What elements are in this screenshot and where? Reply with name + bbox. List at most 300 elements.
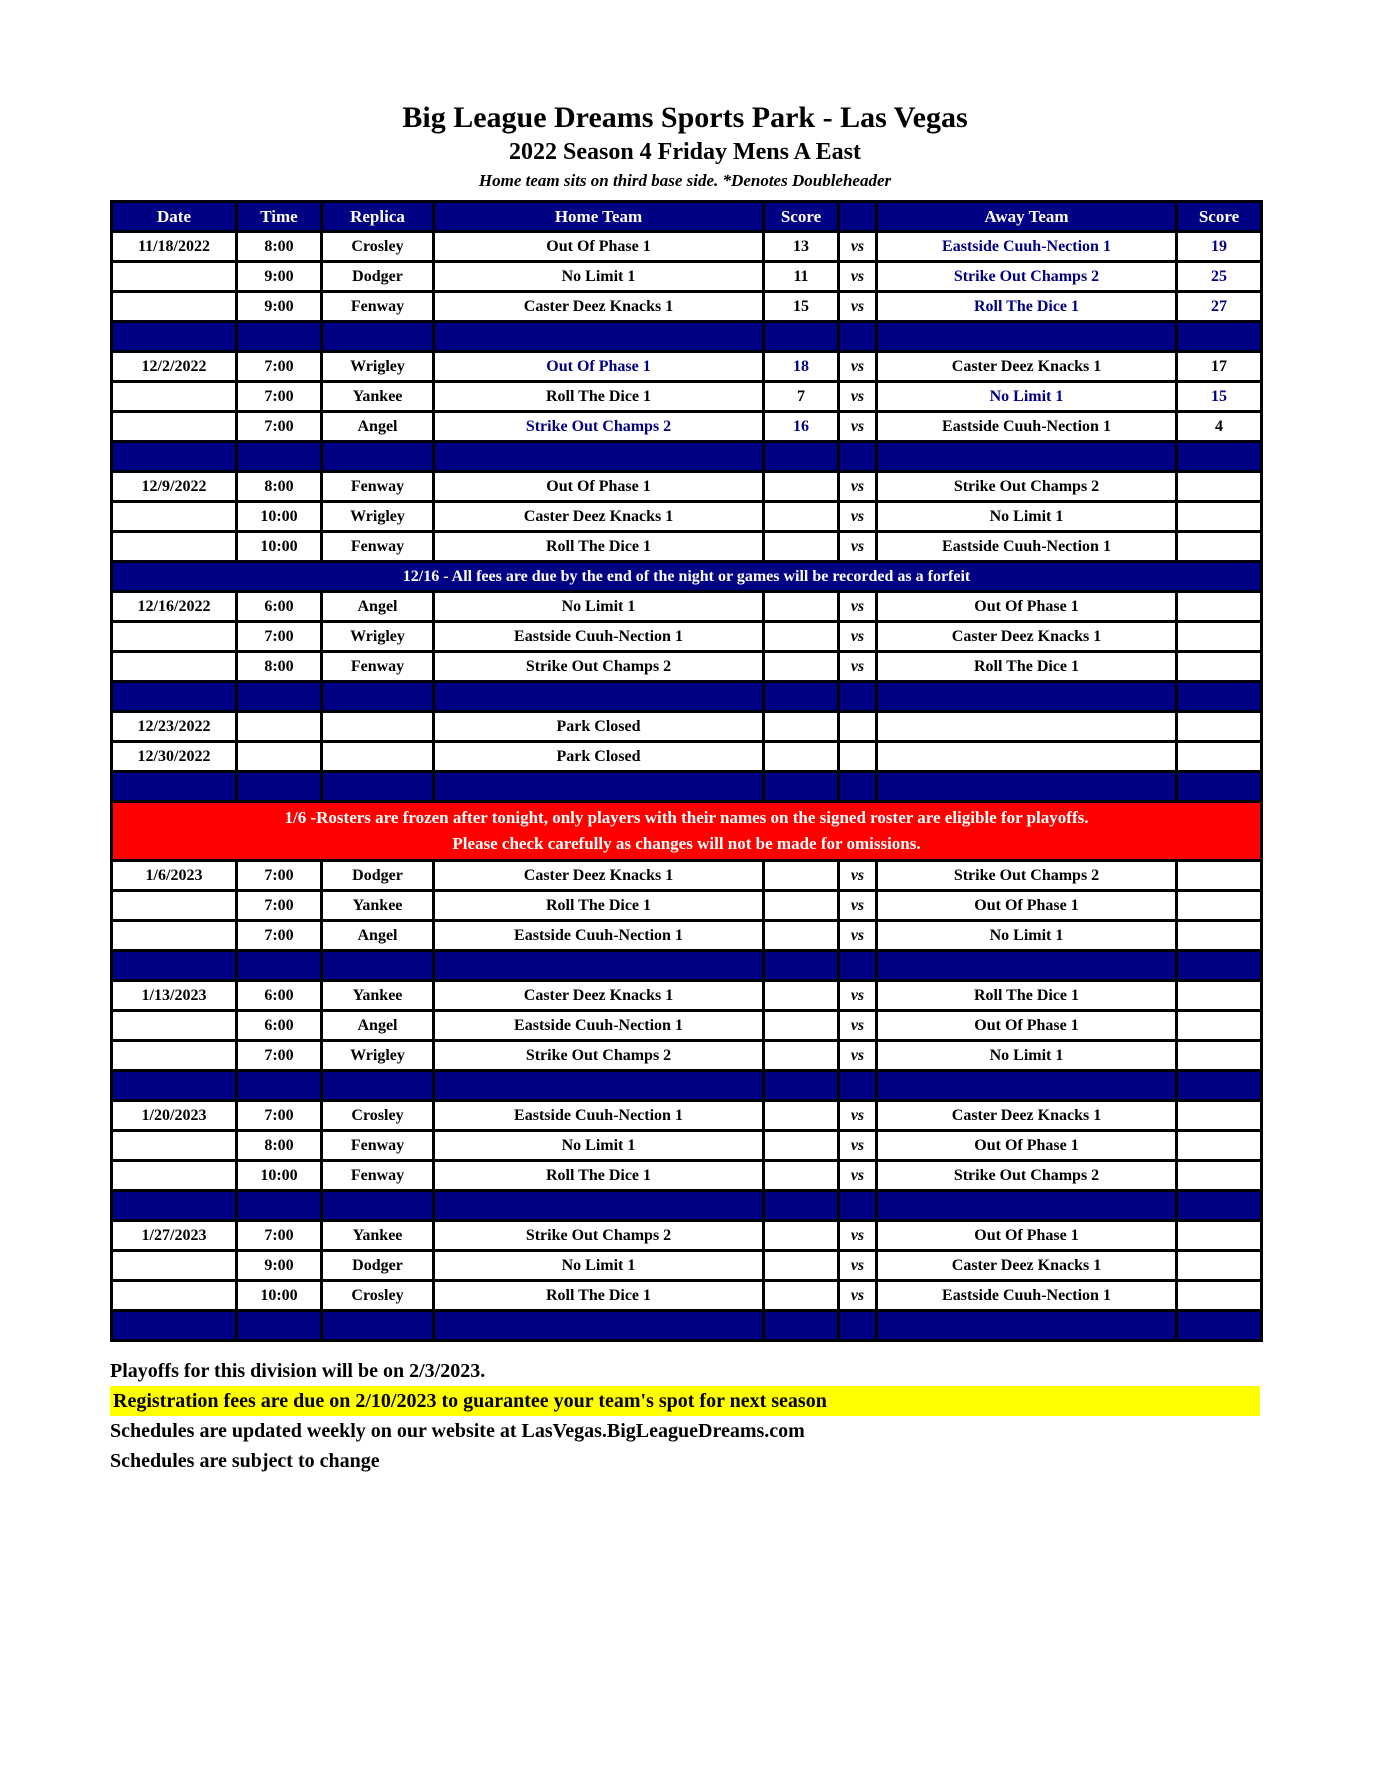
separator-cell xyxy=(877,1191,1177,1221)
separator-cell xyxy=(237,772,322,802)
fees-due-notice-row xyxy=(112,562,1262,592)
replica-cell: Dodger xyxy=(322,861,434,891)
vs-label: vs xyxy=(839,472,877,502)
home-score-cell xyxy=(764,652,839,682)
date-cell xyxy=(112,891,237,921)
separator-cell xyxy=(322,772,434,802)
separator-row xyxy=(112,442,1262,472)
separator-cell xyxy=(839,951,877,981)
column-header-home-team: Home Team xyxy=(434,202,764,232)
time-cell: 9:00 xyxy=(237,1251,322,1281)
separator-cell xyxy=(112,1071,237,1101)
separator-cell xyxy=(1177,442,1262,472)
vs-label: vs xyxy=(839,232,877,262)
vs-label: vs xyxy=(839,891,877,921)
separator-cell xyxy=(839,322,877,352)
separator-cell xyxy=(322,951,434,981)
home-team-cell: Eastside Cuuh-Nection 1 xyxy=(434,622,764,652)
away-score-cell xyxy=(1177,861,1262,891)
vs-label: vs xyxy=(839,412,877,442)
home-score-cell xyxy=(764,622,839,652)
separator-cell xyxy=(877,772,1177,802)
date-cell: 12/2/2022 xyxy=(112,352,237,382)
replica-cell: Crosley xyxy=(322,1281,434,1311)
time-cell: 6:00 xyxy=(237,981,322,1011)
time-cell: 7:00 xyxy=(237,352,322,382)
vs-label: vs xyxy=(839,981,877,1011)
time-cell: 7:00 xyxy=(237,412,322,442)
home-team-cell: Eastside Cuuh-Nection 1 xyxy=(434,1011,764,1041)
separator-cell xyxy=(764,442,839,472)
separator-cell xyxy=(322,322,434,352)
home-score-cell xyxy=(764,1281,839,1311)
replica-cell: Yankee xyxy=(322,891,434,921)
home-team-cell: Roll The Dice 1 xyxy=(434,1281,764,1311)
game-row xyxy=(112,622,1262,652)
vs-label: vs xyxy=(839,292,877,322)
separator-cell xyxy=(1177,1191,1262,1221)
away-team-cell: No Limit 1 xyxy=(877,921,1177,951)
park-closed-label: Park Closed xyxy=(434,712,764,742)
replica-cell: Wrigley xyxy=(322,1041,434,1071)
separator-cell xyxy=(434,322,764,352)
separator-cell xyxy=(237,322,322,352)
separator-cell xyxy=(237,951,322,981)
away-team-cell: Out Of Phase 1 xyxy=(877,1221,1177,1251)
time-cell: 10:00 xyxy=(237,502,322,532)
separator-row xyxy=(112,772,1262,802)
separator-row xyxy=(112,322,1262,352)
game-row xyxy=(112,472,1262,502)
vs-label: vs xyxy=(839,1131,877,1161)
separator-cell xyxy=(1177,682,1262,712)
separator-cell xyxy=(764,1191,839,1221)
date-cell xyxy=(112,292,237,322)
away-score-cell xyxy=(1177,472,1262,502)
replica-cell: Wrigley xyxy=(322,352,434,382)
away-team-cell: Out Of Phase 1 xyxy=(877,592,1177,622)
away-team-cell: No Limit 1 xyxy=(877,502,1177,532)
home-score-cell: 15 xyxy=(764,292,839,322)
replica-cell: Angel xyxy=(322,592,434,622)
separator-cell xyxy=(877,442,1177,472)
division-subtitle: 2022 Season 4 Friday Mens A East xyxy=(508,139,862,165)
separator-cell xyxy=(877,1311,1177,1341)
vs-label xyxy=(839,742,877,772)
separator-row xyxy=(112,682,1262,712)
separator-cell xyxy=(839,682,877,712)
replica-cell xyxy=(322,712,434,742)
date-cell xyxy=(112,1011,237,1041)
column-header-vs xyxy=(839,202,877,232)
game-row xyxy=(112,891,1262,921)
separator-cell xyxy=(112,682,237,712)
website-note: Schedules are updated weekly on our website at LasVegas.BigLeagueDreams.com xyxy=(110,1420,805,1442)
away-score-cell xyxy=(1177,1251,1262,1281)
home-score-cell xyxy=(764,1101,839,1131)
replica-cell: Wrigley xyxy=(322,622,434,652)
game-row xyxy=(112,1251,1262,1281)
away-team-cell: Caster Deez Knacks 1 xyxy=(877,622,1177,652)
away-team-cell: Eastside Cuuh-Nection 1 xyxy=(877,232,1177,262)
home-team-cell: Strike Out Champs 2 xyxy=(434,1041,764,1071)
away-score-cell xyxy=(1177,622,1262,652)
home-score-cell xyxy=(764,712,839,742)
column-header-time: Time xyxy=(237,202,322,232)
time-cell: 7:00 xyxy=(237,1041,322,1071)
home-team-cell: Strike Out Champs 2 xyxy=(434,412,764,442)
home-team-cell: No Limit 1 xyxy=(434,262,764,292)
away-score-cell xyxy=(1177,921,1262,951)
away-team-cell: Caster Deez Knacks 1 xyxy=(877,1251,1177,1281)
time-cell xyxy=(237,742,322,772)
home-team-cell: Caster Deez Knacks 1 xyxy=(434,292,764,322)
date-cell: 1/27/2023 xyxy=(112,1221,237,1251)
separator-cell xyxy=(237,442,322,472)
home-score-cell xyxy=(764,1041,839,1071)
replica-cell: Yankee xyxy=(322,382,434,412)
separator-cell xyxy=(764,682,839,712)
separator-cell xyxy=(764,772,839,802)
vs-label: vs xyxy=(839,592,877,622)
away-score-cell xyxy=(1177,981,1262,1011)
vs-label: vs xyxy=(839,1221,877,1251)
replica-cell: Angel xyxy=(322,412,434,442)
away-team-cell: Eastside Cuuh-Nection 1 xyxy=(877,412,1177,442)
notice-line: 12/16 - All fees are due by the end of the night or games will be recorded as a forfeit xyxy=(402,567,971,585)
home-score-cell: 16 xyxy=(764,412,839,442)
separator-cell xyxy=(237,682,322,712)
away-team-cell: Caster Deez Knacks 1 xyxy=(877,352,1177,382)
date-cell: 11/18/2022 xyxy=(112,232,237,262)
column-header-away-score: Score xyxy=(1177,202,1262,232)
date-cell xyxy=(112,652,237,682)
vs-label: vs xyxy=(839,622,877,652)
column-header-date: Date xyxy=(112,202,237,232)
home-score-cell xyxy=(764,592,839,622)
away-team-cell: Strike Out Champs 2 xyxy=(877,1161,1177,1191)
separator-cell xyxy=(877,682,1177,712)
home-score-cell xyxy=(764,1221,839,1251)
time-cell: 9:00 xyxy=(237,262,322,292)
home-score-cell xyxy=(764,861,839,891)
separator-cell xyxy=(112,1311,237,1341)
vs-label xyxy=(839,712,877,742)
time-cell: 10:00 xyxy=(237,1161,322,1191)
separator-cell xyxy=(434,682,764,712)
home-score-cell xyxy=(764,1011,839,1041)
game-row xyxy=(112,352,1262,382)
home-score-cell: 11 xyxy=(764,262,839,292)
time-cell xyxy=(237,712,322,742)
home-team-cell: Eastside Cuuh-Nection 1 xyxy=(434,1101,764,1131)
separator-cell xyxy=(1177,1071,1262,1101)
time-cell: 10:00 xyxy=(237,532,322,562)
game-row xyxy=(112,382,1262,412)
game-row xyxy=(112,292,1262,322)
away-score-cell xyxy=(1177,742,1262,772)
separator-cell xyxy=(237,1071,322,1101)
away-team-cell: Out Of Phase 1 xyxy=(877,1011,1177,1041)
playoffs-note: Playoffs for this division will be on 2/3/2023. xyxy=(110,1360,486,1382)
document-footer xyxy=(110,1356,1260,1476)
game-row xyxy=(112,1221,1262,1251)
away-score-cell: 25 xyxy=(1177,262,1262,292)
away-score-cell xyxy=(1177,1041,1262,1071)
separator-cell xyxy=(1177,1311,1262,1341)
separator-cell xyxy=(1177,772,1262,802)
roster-freeze-notice-row xyxy=(112,802,1262,861)
replica-cell: Angel xyxy=(322,921,434,951)
game-row xyxy=(112,861,1262,891)
separator-cell xyxy=(237,1311,322,1341)
separator-cell xyxy=(322,682,434,712)
date-cell: 1/6/2023 xyxy=(112,861,237,891)
date-cell xyxy=(112,532,237,562)
away-score-cell xyxy=(1177,1281,1262,1311)
away-score-cell xyxy=(1177,502,1262,532)
park-closed-row xyxy=(112,742,1262,772)
separator-cell xyxy=(434,442,764,472)
game-row xyxy=(112,232,1262,262)
game-row xyxy=(112,1131,1262,1161)
game-row xyxy=(112,1011,1262,1041)
date-cell xyxy=(112,622,237,652)
home-score-cell xyxy=(764,472,839,502)
vs-label: vs xyxy=(839,1101,877,1131)
date-cell xyxy=(112,502,237,532)
home-team-cell: Out Of Phase 1 xyxy=(434,472,764,502)
away-score-cell xyxy=(1177,1221,1262,1251)
away-score-cell xyxy=(1177,1131,1262,1161)
date-cell xyxy=(112,921,237,951)
vs-label: vs xyxy=(839,1161,877,1191)
game-row xyxy=(112,502,1262,532)
away-team-cell: Roll The Dice 1 xyxy=(877,292,1177,322)
separator-row xyxy=(112,1191,1262,1221)
separator-cell xyxy=(839,442,877,472)
date-cell: 12/23/2022 xyxy=(112,712,237,742)
notice-text xyxy=(112,562,1262,592)
notice-line: Please check carefully as changes will not be made for omissions. xyxy=(452,834,921,853)
separator-row xyxy=(112,1311,1262,1341)
vs-label: vs xyxy=(839,352,877,382)
separator-cell xyxy=(1177,951,1262,981)
replica-cell: Angel xyxy=(322,1011,434,1041)
home-team-note: Home team sits on third base side. *Denotes Doubleheader xyxy=(478,171,892,190)
separator-cell xyxy=(322,442,434,472)
home-score-cell xyxy=(764,981,839,1011)
park-closed-label: Park Closed xyxy=(434,742,764,772)
date-cell: 1/20/2023 xyxy=(112,1101,237,1131)
away-score-cell xyxy=(1177,1161,1262,1191)
date-cell: 12/9/2022 xyxy=(112,472,237,502)
away-score-cell xyxy=(1177,891,1262,921)
replica-cell: Crosley xyxy=(322,232,434,262)
registration-fees-note: Registration fees are due on 2/10/2023 to guarantee your team's spot for next season xyxy=(110,1386,1260,1416)
separator-cell xyxy=(839,1311,877,1341)
separator-cell xyxy=(839,772,877,802)
home-score-cell xyxy=(764,1131,839,1161)
home-team-cell: Caster Deez Knacks 1 xyxy=(434,981,764,1011)
time-cell: 7:00 xyxy=(237,1101,322,1131)
date-cell xyxy=(112,382,237,412)
date-cell xyxy=(112,1251,237,1281)
away-team-cell: Eastside Cuuh-Nection 1 xyxy=(877,1281,1177,1311)
home-score-cell: 18 xyxy=(764,352,839,382)
away-team-cell: Out Of Phase 1 xyxy=(877,891,1177,921)
game-row xyxy=(112,1101,1262,1131)
game-row xyxy=(112,981,1262,1011)
separator-cell xyxy=(434,951,764,981)
time-cell: 7:00 xyxy=(237,891,322,921)
away-team-cell: No Limit 1 xyxy=(877,1041,1177,1071)
home-score-cell xyxy=(764,1161,839,1191)
away-score-cell xyxy=(1177,652,1262,682)
separator-cell xyxy=(112,772,237,802)
date-cell xyxy=(112,1131,237,1161)
home-score-cell xyxy=(764,921,839,951)
subject-to-change-note: Schedules are subject to change xyxy=(110,1450,380,1472)
notice-line: 1/6 -Rosters are frozen after tonight, only players with their names on the signed roster are eligible for playoffs. xyxy=(284,808,1089,827)
page-title: Big League Dreams Sports Park - Las Vegas xyxy=(402,101,968,134)
time-cell: 9:00 xyxy=(237,292,322,322)
game-row xyxy=(112,1281,1262,1311)
home-score-cell: 13 xyxy=(764,232,839,262)
home-team-cell: Roll The Dice 1 xyxy=(434,1161,764,1191)
home-team-cell: Strike Out Champs 2 xyxy=(434,1221,764,1251)
away-team-cell: Caster Deez Knacks 1 xyxy=(877,1101,1177,1131)
separator-cell xyxy=(764,1071,839,1101)
separator-cell xyxy=(764,951,839,981)
away-team-cell: Strike Out Champs 2 xyxy=(877,861,1177,891)
separator-cell xyxy=(112,951,237,981)
column-header-home-score: Score xyxy=(764,202,839,232)
away-score-cell: 17 xyxy=(1177,352,1262,382)
replica-cell: Fenway xyxy=(322,532,434,562)
home-team-cell: No Limit 1 xyxy=(434,1251,764,1281)
away-team-cell: Roll The Dice 1 xyxy=(877,652,1177,682)
away-team-cell: Eastside Cuuh-Nection 1 xyxy=(877,532,1177,562)
replica-cell: Wrigley xyxy=(322,502,434,532)
separator-cell xyxy=(839,1191,877,1221)
away-score-cell: 15 xyxy=(1177,382,1262,412)
separator-cell xyxy=(434,772,764,802)
separator-row xyxy=(112,951,1262,981)
vs-label: vs xyxy=(839,382,877,412)
home-team-cell: Caster Deez Knacks 1 xyxy=(434,502,764,532)
time-cell: 7:00 xyxy=(237,861,322,891)
home-team-cell: Roll The Dice 1 xyxy=(434,532,764,562)
separator-cell xyxy=(434,1071,764,1101)
game-row xyxy=(112,652,1262,682)
replica-cell: Yankee xyxy=(322,1221,434,1251)
game-row xyxy=(112,262,1262,292)
date-cell xyxy=(112,262,237,292)
separator-cell xyxy=(877,1071,1177,1101)
date-cell: 1/13/2023 xyxy=(112,981,237,1011)
time-cell: 10:00 xyxy=(237,1281,322,1311)
away-team-cell: Strike Out Champs 2 xyxy=(877,262,1177,292)
game-row xyxy=(112,1041,1262,1071)
replica-cell: Yankee xyxy=(322,981,434,1011)
game-row xyxy=(112,921,1262,951)
separator-cell xyxy=(112,442,237,472)
away-score-cell: 4 xyxy=(1177,412,1262,442)
home-score-cell xyxy=(764,742,839,772)
time-cell: 6:00 xyxy=(237,592,322,622)
replica-cell: Dodger xyxy=(322,1251,434,1281)
column-header-row xyxy=(112,202,1262,232)
date-cell xyxy=(112,1161,237,1191)
vs-label: vs xyxy=(839,1251,877,1281)
separator-cell xyxy=(322,1311,434,1341)
vs-label: vs xyxy=(839,921,877,951)
vs-label: vs xyxy=(839,1041,877,1071)
vs-label: vs xyxy=(839,861,877,891)
game-row xyxy=(112,412,1262,442)
date-cell: 12/30/2022 xyxy=(112,742,237,772)
separator-cell xyxy=(434,1311,764,1341)
game-row xyxy=(112,532,1262,562)
away-score-cell xyxy=(1177,532,1262,562)
separator-cell xyxy=(1177,322,1262,352)
separator-cell xyxy=(237,1191,322,1221)
separator-cell xyxy=(322,1191,434,1221)
separator-cell xyxy=(764,1311,839,1341)
separator-cell xyxy=(322,1071,434,1101)
away-team-cell: Roll The Dice 1 xyxy=(877,981,1177,1011)
time-cell: 7:00 xyxy=(237,382,322,412)
home-score-cell xyxy=(764,1251,839,1281)
schedule-table xyxy=(110,200,1263,1342)
replica-cell: Dodger xyxy=(322,262,434,292)
home-team-cell: Caster Deez Knacks 1 xyxy=(434,861,764,891)
home-score-cell: 7 xyxy=(764,382,839,412)
away-team-cell: Strike Out Champs 2 xyxy=(877,472,1177,502)
replica-cell: Crosley xyxy=(322,1101,434,1131)
separator-cell xyxy=(764,322,839,352)
date-cell: 12/16/2022 xyxy=(112,592,237,622)
away-team-cell: No Limit 1 xyxy=(877,382,1177,412)
home-team-cell: Roll The Dice 1 xyxy=(434,382,764,412)
separator-cell xyxy=(877,951,1177,981)
home-team-cell: No Limit 1 xyxy=(434,1131,764,1161)
separator-cell xyxy=(434,1191,764,1221)
replica-cell: Fenway xyxy=(322,292,434,322)
replica-cell xyxy=(322,742,434,772)
separator-cell xyxy=(112,1191,237,1221)
separator-row xyxy=(112,1071,1262,1101)
time-cell: 7:00 xyxy=(237,1221,322,1251)
game-row xyxy=(112,1161,1262,1191)
notice-text xyxy=(112,802,1262,861)
date-cell xyxy=(112,1281,237,1311)
home-score-cell xyxy=(764,502,839,532)
time-cell: 8:00 xyxy=(237,1131,322,1161)
vs-label: vs xyxy=(839,652,877,682)
time-cell: 6:00 xyxy=(237,1011,322,1041)
vs-label: vs xyxy=(839,1281,877,1311)
away-team-cell xyxy=(877,712,1177,742)
home-team-cell: Roll The Dice 1 xyxy=(434,891,764,921)
replica-cell: Fenway xyxy=(322,652,434,682)
home-score-cell xyxy=(764,891,839,921)
home-score-cell xyxy=(764,532,839,562)
vs-label: vs xyxy=(839,262,877,292)
away-score-cell xyxy=(1177,712,1262,742)
park-closed-row xyxy=(112,712,1262,742)
